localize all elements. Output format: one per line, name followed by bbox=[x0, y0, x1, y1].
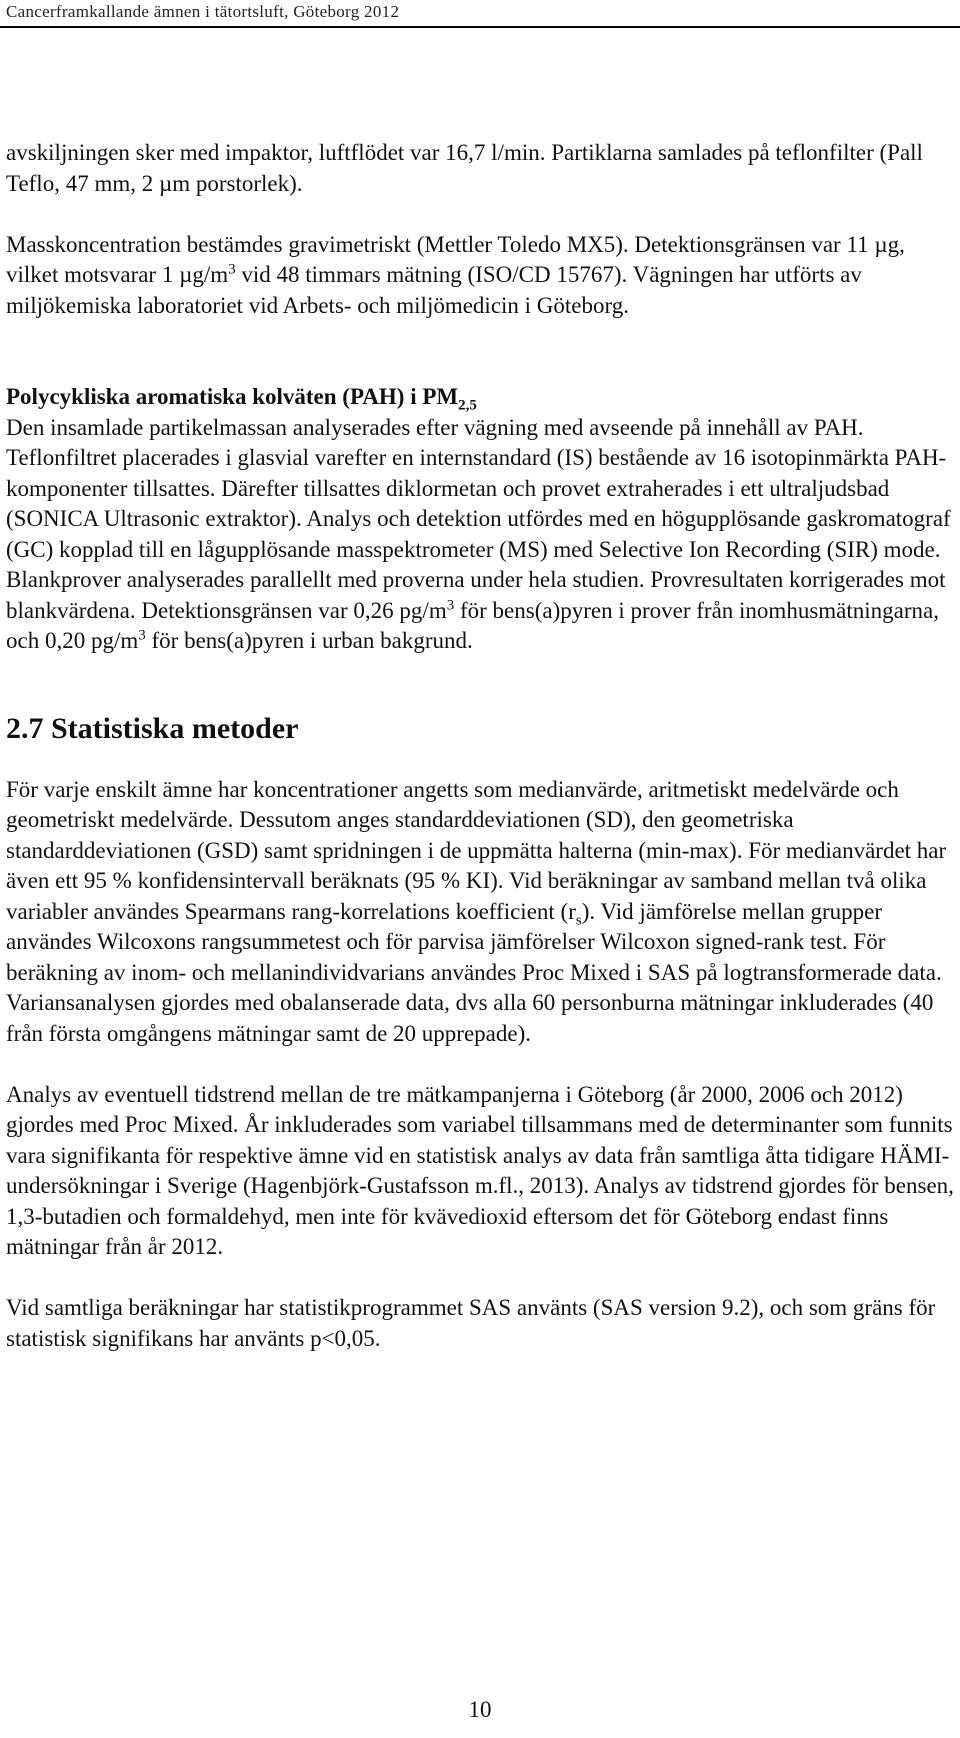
pah-text-a: Den insamlade partikelmassan analyserades efter vägning med avseende på innehåll av PAH. Teflonfiltret placerades i glasvial varefter en internstandard (IS) bestående av 16 isotopinmärkta PAH-komponenter tillsattes. Därefter tillsattes diklormetan och provet extraherades i ett ultraljudsbad (SONICA Ultrasonic extraktor). Analys och detektion utfördes med en högupplösande gaskromatograf (GC) kopplad till en lågupplösande masspektrometer (MS) med Selective Ion Recording (SIR) mode. Blankprover analyserades parallellt med proverna under hela studien. Provresultaten korrigerades mot blankvärdena. Detektionsgränsen var 0,26 pg/m bbox=[6, 414, 951, 623]
paragraph-sampling bbox=[6, 138, 954, 199]
paragraph-time-trend: Analys av eventuell tidstrend mellan de tre mätkampanjerna i Göteborg (år 2000, 2006 och 2012) gjordes med Proc Mixed. År inkluderades som variabel tillsammans med de determinanter som funnits vara signifikanta för respektive ämne vid en statistisk analys av data från samtliga åtta tidigare HÄMI-undersökningar i Sverige (Hagenbjörk-Gustafsson m.fl., 2013). Analys av tidstrend gjordes för bensen, 1,3-butadien och formaldehyd, men inte för kvävedioxid eftersom det för Göteborg endast finns mätningar från år 2012. bbox=[6, 1081, 954, 1259]
paragraph-mass-concentration bbox=[6, 230, 954, 322]
header-rule bbox=[0, 26, 960, 28]
pah-text-c: för bens(a)pyren i urban bakgrund. bbox=[145, 628, 473, 653]
paragraph-pah bbox=[6, 413, 954, 657]
paragraph-statistics-methods bbox=[6, 775, 954, 1050]
section-heading-statistics: 2.7 Statistiska metoder bbox=[6, 711, 299, 745]
page-number: 10 bbox=[468, 1697, 492, 1722]
mass-conc-superscript: 3 bbox=[228, 261, 236, 278]
page-body bbox=[6, 138, 954, 1354]
pah-superscript-1: 3 bbox=[446, 596, 455, 613]
pah-superscript-2: 3 bbox=[138, 627, 146, 644]
pah-heading-text: Polycykliska aromatiska kolväten (PAH) i PM bbox=[6, 384, 459, 409]
running-header: Cancerframkallande ämnen i tätortsluft, Göteborg 2012 bbox=[6, 2, 400, 21]
paragraph-sampling-text: avskiljningen sker med impaktor, luftflödet var 16,7 l/min. Partiklarna samlades på teflonfilter (Pall Teflo, 47 mm, 2 µm porstorlek). bbox=[6, 140, 923, 196]
stat-subscript: s bbox=[575, 912, 582, 929]
pah-heading bbox=[6, 382, 954, 413]
mass-conc-text-a: Masskoncentration bestämdes gravimetriskt (Mettler Toledo MX5). Detektionsgränsen var 11 µg, vilket motsvarar 1 µg/m bbox=[6, 231, 905, 287]
pah-heading-subscript: 2,5 bbox=[458, 397, 477, 414]
stat-text-b: ). Vid jämförelse mellan grupper användes Wilcoxons rangsummetest och för parvisa jämförelser Wilcoxon signed-rank test. För beräkning av inom- och mellanindividvarians användes Proc Mixed i SAS på logtransformerade data. Variansanalysen gjordes med obalanserade data, dvs alla 60 personburna mätningar inkluderades (40 från första omgångens mätningar samt de 20 upprepade). bbox=[6, 898, 942, 1046]
stat-text-a: För varje enskilt ämne har koncentrationer angetts som medianvärde, aritmetiskt medelvärde och geometriskt medelvärde. Dessutom anges standarddeviationen (SD), den geometriska standarddeviationen (GSD) samt spridningen i de uppmätta halterna (min-max). För medianvärdet har även ett 95 % konfidensintervall beräknats (95 % KI). Vid beräkningar av samband mellan två olika variabler användes Spearmans rang-korrelations koefficient (r bbox=[6, 776, 947, 924]
paragraph-software: Vid samtliga beräkningar har statistikprogrammet SAS använts (SAS version 9.2), och som gräns för statistisk signifikans har använts p<0,05. bbox=[6, 1295, 936, 1351]
mass-conc-text-b: vid 48 timmars mätning (ISO/CD 15767). Vägningen har utförts av miljökemiska laboratoriet vid Arbets- och miljömedicin i Göteborg. bbox=[6, 262, 862, 318]
pah-text-b: för bens(a)pyren i prover från inomhusmätningarna, och 0,20 pg/m bbox=[6, 597, 939, 653]
